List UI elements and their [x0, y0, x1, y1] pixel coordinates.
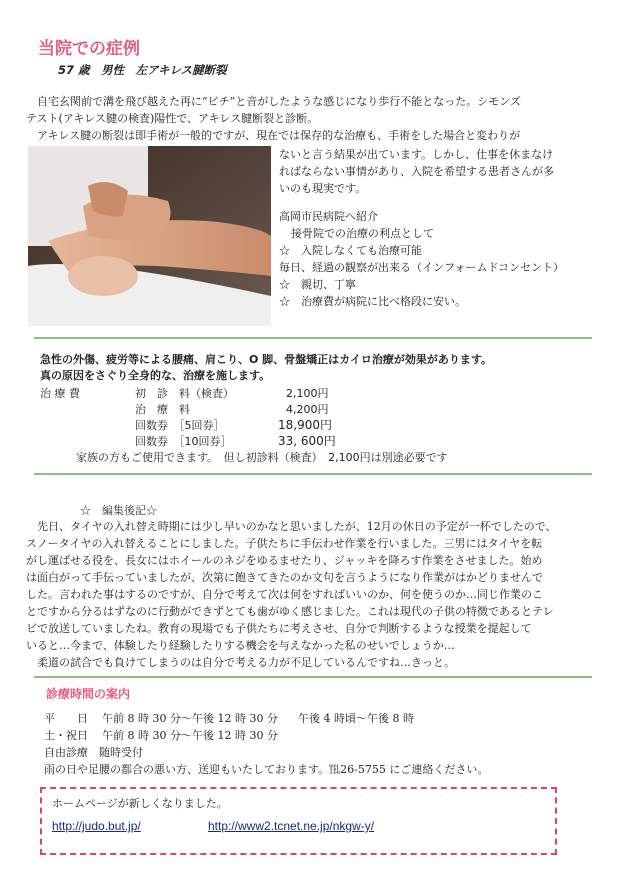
fee-price-2: 4,200円 [286, 403, 329, 416]
case-line-3: アキレス腱の断裂は即手術が一般的ですが、現在では保存的な治療も、手術をした場合と変わりが [26, 129, 521, 142]
fee-item-1: 初 診 料（検査） [135, 387, 234, 400]
divider-3 [34, 676, 592, 678]
hours-row-weekend-time: 午前 8 時 30 分～午後 12 時 30 分 [102, 729, 278, 742]
divider-2 [34, 473, 592, 475]
hours-row-weekday-day: 平 日 [44, 712, 88, 725]
case-right-line-3: いのも現実です。 [279, 182, 367, 195]
benefit-2: 毎日、経過の観察が出来る（インフォームドコンセント） [279, 261, 565, 274]
hours-title: 診療時間の案内 [46, 687, 131, 701]
case-line-1: 自宅玄関前で溝を飛び越えた再に“ビチ”と音がしたような感じになり歩行不能となった。シモンズ [26, 95, 521, 108]
benefit-4: ☆ 治療費が病院に比べ格段に安い。 [279, 295, 466, 308]
editorial-line-9: 柔道の試合でも負けてしまうのは自分で考える力が不足しているんですね…きっと。 [26, 656, 455, 669]
benefit-3: ☆ 親切、丁寧 [279, 278, 356, 291]
case-title: 当院での症例 [38, 39, 140, 59]
benefit-heading: 接骨院での治療の利点として [291, 227, 434, 240]
editorial-line-6: とですから分るはずなのに行動ができずとても歯がゆく感じました。これは現代の子供の特徴であるとテレ [26, 605, 554, 618]
homepage-link-1[interactable]: http://judo.but.jp/ [52, 819, 141, 833]
homepage-link-2[interactable]: http://www2.tcnet.ne.jp/nkgw-y/ [208, 819, 375, 833]
hours-row-weekend-day: 土・祝日 [44, 729, 88, 742]
fee-price-3: 18,900円 [278, 418, 332, 432]
editorial-line-1: 先日、タイヤの入れ替え時期には少し早いのかなと思いましたが、12月の休日の予定が一杯でしたので、 [26, 520, 557, 533]
fee-item-3: 回数券 ［5回券］ [135, 419, 225, 432]
editorial-heading: ☆ 編集後記☆ [80, 504, 157, 517]
benefit-1: ☆ 入院しなくても治療可能 [279, 244, 422, 257]
editorial-line-3: がし運ばせる役を、長女にはホイールのネジをゆるませたり、ジャッキを降ろす作業をさせました。始め [26, 554, 543, 567]
referral-text: 高岡市民病院へ紹介 [279, 210, 378, 223]
case-subtitle: 57 歳 男性 左アキレス腱断裂 [58, 63, 227, 77]
case-right-line-2: ればならない事情があり、入院を希望する患者さんが多 [279, 165, 554, 178]
fee-item-4: 回数券 ［10回券］ [135, 435, 232, 448]
free-consult: 自由診療 随時受付 [44, 746, 143, 759]
pickup-note: 雨の日や足腰の都合の悪い方、送迎もいたしております。℡26-5755 にご連絡ください。 [44, 763, 489, 776]
chiro-line-2: 真の原因をさぐり全身的な、治療を施します。 [40, 369, 271, 382]
case-right-line-1: ないと言う結果が出ています。しかし、仕事を休まなけ [279, 148, 554, 161]
editorial-line-8: いると…今まで、体験したり経験したりする機会を与えなかった私のせいでしょうか… [26, 639, 455, 652]
chiro-line-1: 急性の外傷、疲労等による腰痛、肩こり、O 脚、骨盤矯正はカイロ治療が効果があります。 [40, 353, 492, 366]
family-note: 家族の方もご使用できます。 但し初診料（検査） 2,100円は別途必要です [76, 451, 448, 464]
hours-row-weekday-time: 午前 8 時 30 分～午後 12 時 30 分 [102, 712, 278, 725]
homepage-notice: ホームページが新しくなりました。 [52, 797, 228, 810]
fee-price-1: 2,100円 [286, 387, 329, 400]
case-line-2: テスト(アキレス腱の検査)陽性で、アキレス腱断裂と診断。 [26, 112, 319, 125]
editorial-line-2: スノータイヤの入れ替えることにしました。子供たちに手伝わせ作業を行いました。三男にはタイヤを転 [26, 537, 543, 550]
hours-row-weekday-extra: 午後 4 時頃～午後 8 時 [298, 712, 414, 725]
fee-item-2: 治 療 料 [135, 403, 190, 416]
editorial-line-4: は面白がって手伝っていましたが、次第に飽きてきたのか文句を言うようになり作業がはかどりませんで [26, 571, 543, 584]
fee-price-4: 33, 600円 [278, 434, 336, 448]
treatment-photo [28, 146, 271, 326]
editorial-line-7: ビで放送していましたね。教育の現場でも子供たちに考えさせ、自分で判断するような授業を提起して [26, 622, 532, 635]
divider-1 [34, 337, 592, 339]
editorial-line-5: した。言われた事はするのですが、自分で考えて次は何をすればいいのか、何を使うのか…同じ作業のこ [26, 588, 543, 601]
fee-label: 治 療 費 [40, 387, 80, 400]
